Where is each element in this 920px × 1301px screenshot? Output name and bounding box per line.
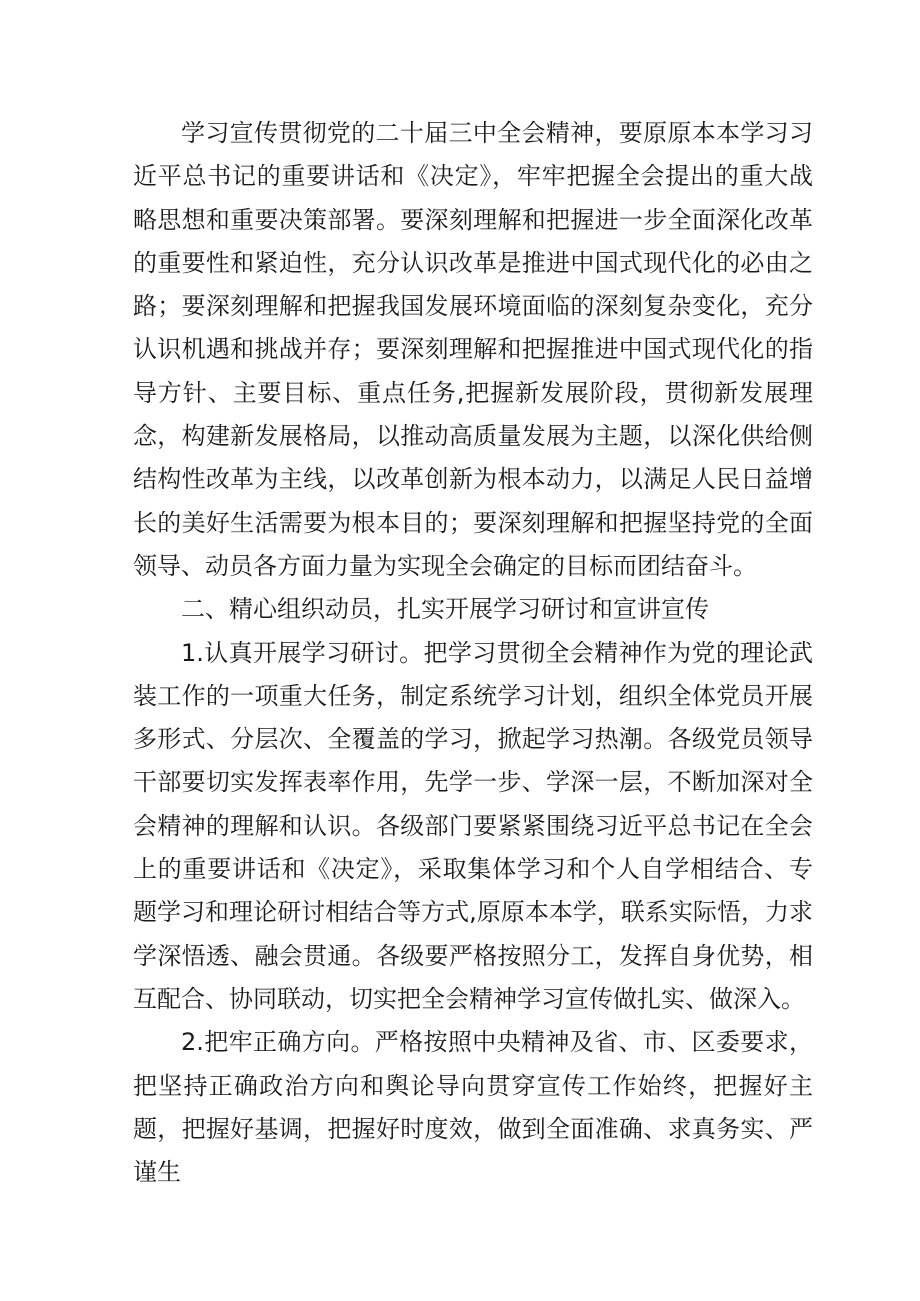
paragraph-study-spirit: 学习宣传贯彻党的二十届三中全会精神，要原原本本学习习近平总书记的重要讲话和《决定》，牢牢把握全会提出的重大战略思想和重要决策部署。要深刻理解和把握进一步全面深化改革的重要性和紧迫性，充分认识改革是推进中国式现代化的必由之路；要深刻理解和把握我国发展环境面临的深刻复杂变化，充分认识机遇和挑战并存；要深刻理解和把握推进中国式现代化的指导方针、主要目标、重点任务,把握新发展阶段，贯彻新发展理念，构建新发展格局，以推动高质量发展为主题，以深化供给侧结构性改革为主线，以改革创新为根本动力，以满足人民日益增长的美好生活需要为根本目的；要深刻理解和把握坚持党的全面领导、动员各方面力量为实现全会确定的目标而团结奋斗。: [133, 119, 813, 580]
paragraph-correct-direction: 2.把牢正确方向。严格按照中央精神及省、市、区委要求，把坚持正确政治方向和舆论导向贯穿宣传工作始终，把握好主题，把握好基调，把握好时度效，做到全面准确、求真务实、严谨生: [133, 1028, 813, 1187]
document-body: [133, 112, 813, 1194]
section-heading-two: 二、精心组织动员，扎实开展学习研讨和宣讲宣传: [181, 595, 709, 624]
paragraph-study-discussion: 1.认真开展学习研讨。把学习贯彻全会精神作为党的理论武装工作的一项重大任务，制定系统学习计划，组织全体党员开展多形式、分层次、全覆盖的学习，掀起学习热潮。各级党员领导干部要切实发挥表率作用，先学一步、学深一层，不断加深对全会精神的理解和认识。各级部门要紧紧围绕习近平总书记在全会上的重要讲话和《决定》，采取集体学习和个人自学相结合、专题学习和理论研讨相结合等方式,原原本本学，联系实际悟，力求学深悟透、融会贯通。各级要严格按照分工，发挥自身优势，相互配合、协同联动，切实把全会精神学习宣传做扎实、做深入。: [133, 638, 813, 1013]
